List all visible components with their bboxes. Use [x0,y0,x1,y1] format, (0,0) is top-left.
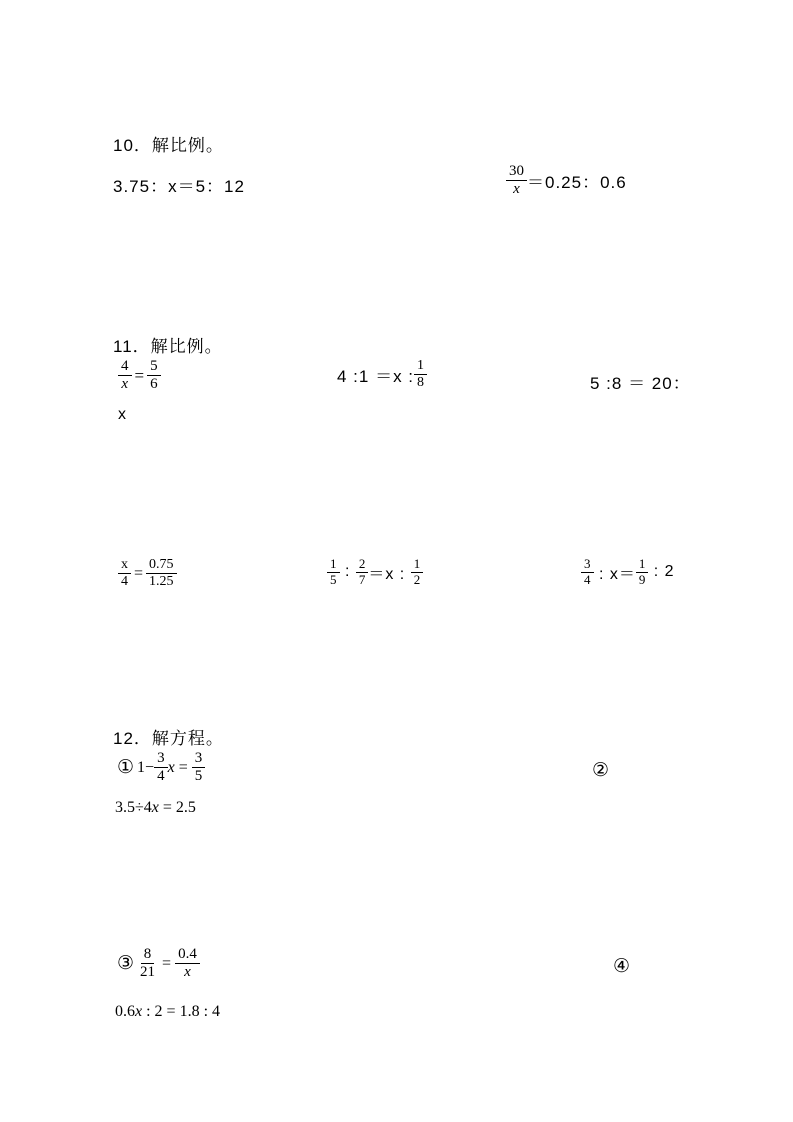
fraction-3-over-4: $\frac{3}{4}$ [581,557,594,588]
colon-x-equals: : x＝ [593,565,636,583]
eq-12-4: 0.6 x : 2 = 1.8 : 4 [115,1003,221,1020]
eq-12-3 [117,946,200,982]
fraction-3-over-4: $\frac{3}{4}$ [154,750,168,786]
fraction-2-over-7: $\frac{2}{7}$ [356,557,369,588]
circled-4-marker: ④ [613,956,631,977]
eq-11-r1-1 [118,358,161,394]
colon-2-tail: : 2 [648,563,675,581]
fraction-8-over-21: $\frac{8}{21}$ [140,946,156,981]
equals-sign: = [134,365,145,385]
fraction-30-over-x: $\frac{30}{x}$ [506,163,527,199]
circled-1-marker: ① [117,757,135,779]
fraction-1-over-5: $\frac{1}{5}$ [327,557,340,588]
fraction-075-over-125: $\frac{0.75}{1.25}$ [146,557,177,590]
section-12-heading: 12．解方程。 [113,729,224,748]
eq-11-r2-3 [581,557,675,588]
variable-x: x [167,758,175,776]
circled-2-marker: ② [592,760,610,781]
fraction-4-over-x: $\frac{4}{x}$ [118,358,132,394]
fraction-1-over-2: $\frac{1}{2}$ [411,557,424,588]
equals-sign: = [158,954,176,972]
variable-x: x [135,1003,143,1020]
eq-11-r1-3-continuation-x: x [118,406,127,423]
fraction-x-over-4: $\frac{x}{4}$ [118,557,131,590]
fraction-1-over-9: $\frac{1}{9}$ [636,557,649,588]
equals-sign: = [134,564,144,582]
equals-x-colon: ＝x : [368,565,411,583]
eq-11-r1-2: 4 :1 ＝x : $\frac{1}{8}$ [337,358,427,391]
eq-11-r2-1 [118,557,177,590]
section-10-heading: 10．解比例。 [113,136,224,155]
section-11-heading: 11．解比例。 [113,337,223,356]
eq-12-1: ① 1− $\frac{3}{4}$ x = $\frac{3}{5}$ [117,750,205,786]
fraction-3-over-5: $\frac{3}{5}$ [192,750,206,786]
colon-sign: : [339,563,356,581]
equals-sign: = [174,758,192,776]
fraction-1-over-8: $\frac{1}{8}$ [414,358,427,391]
variable-x: x [151,799,159,816]
eq-11-r1-3: 5 :8 ＝ 20： [590,374,691,393]
circled-3-marker: ③ [117,953,135,975]
eq-10-right: $\frac{30}{x}$ ＝0.25：0.6 [506,163,627,199]
eq-11-r2-2 [327,557,423,588]
fraction-04-over-x: $\frac{0.4}{x}$ [175,946,200,982]
eq-10-left: 3.75：x＝5：12 [113,177,245,196]
fraction-5-over-6: $\frac{5}{6}$ [147,358,161,394]
eq-12-2: 3.5÷4 x = 2.5 [115,799,196,816]
